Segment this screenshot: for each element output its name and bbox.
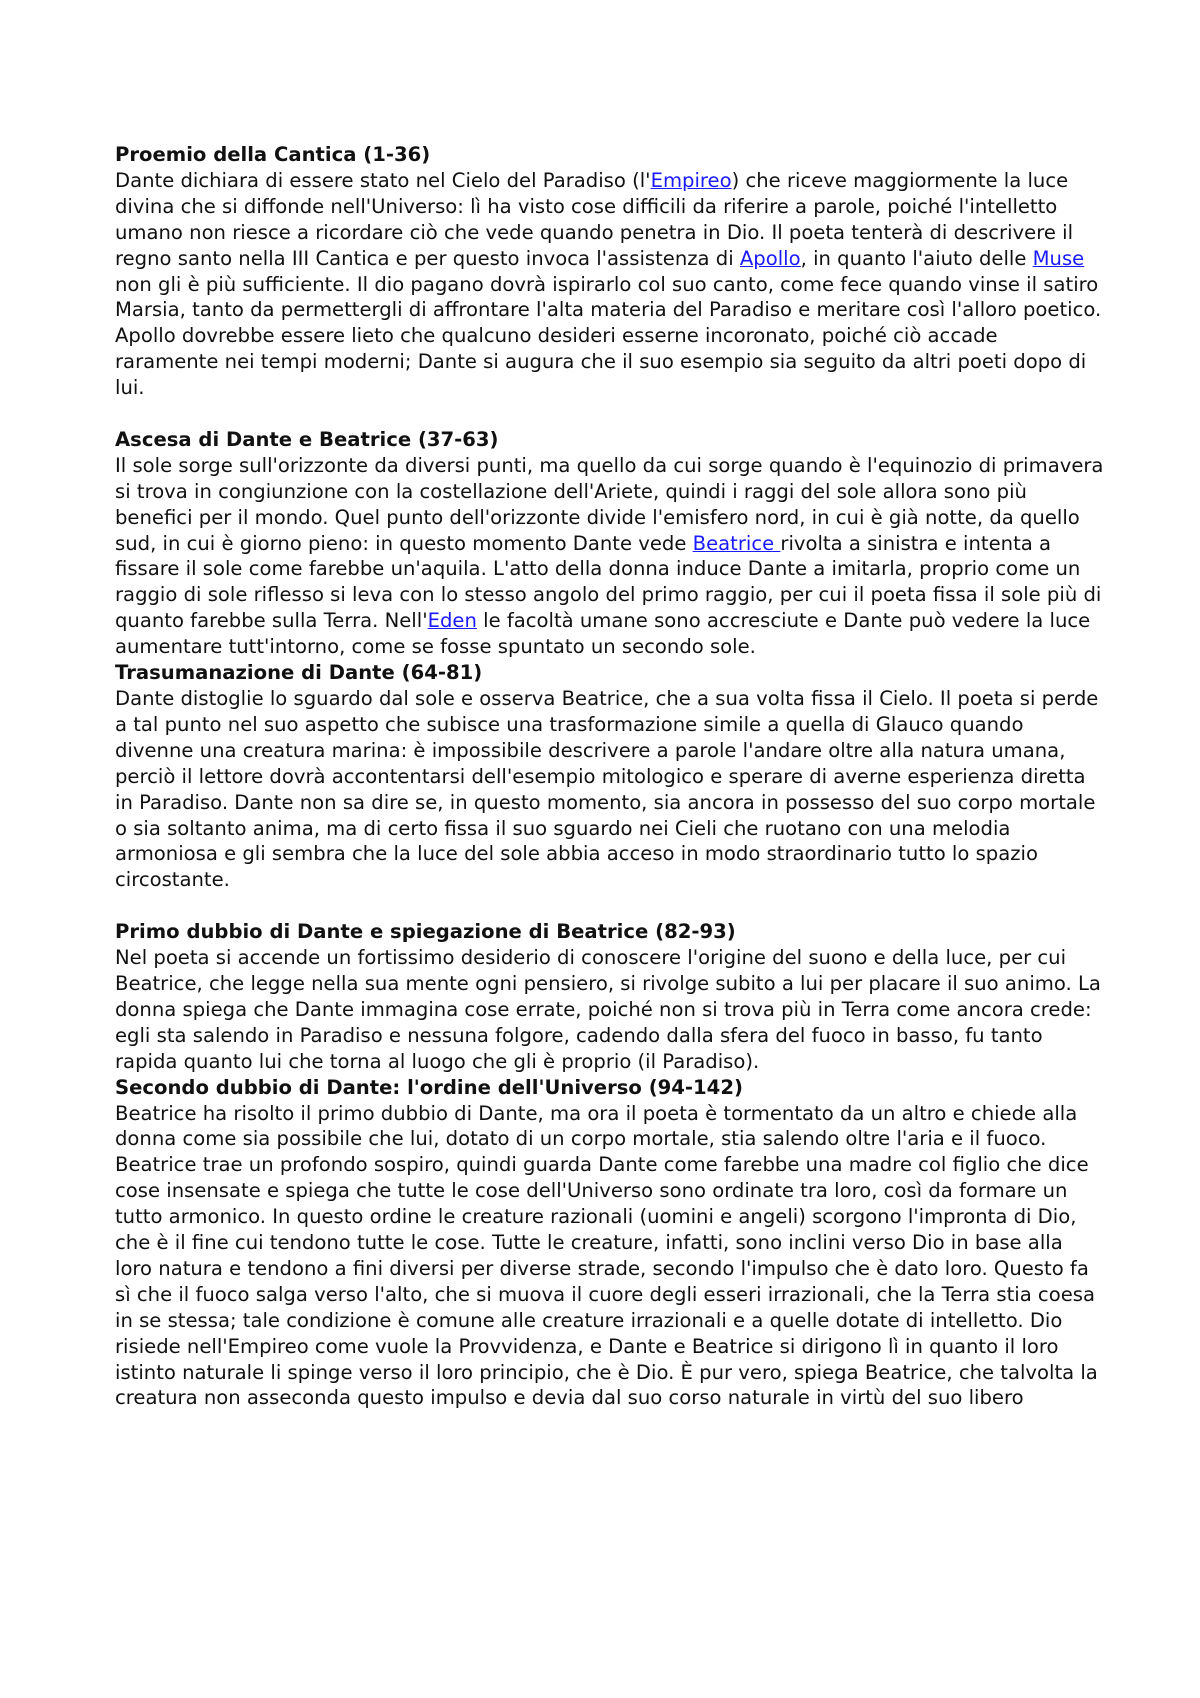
text-segment: le facoltà umane sono accresciute e Dante può vedere la luce aumentare tutt'intorno, come se fosse spuntato un secondo sole. (115, 609, 1091, 659)
section-secondo-dubbio (115, 1075, 1105, 1412)
text-segment: Dante dichiara di essere stato nel Cielo del Paradiso (l' (115, 168, 651, 192)
link-muse[interactable]: Muse (1032, 246, 1085, 270)
link-empireo[interactable]: Empireo (650, 168, 732, 192)
document-page (115, 142, 1105, 1411)
text-segment: Il sole sorge sull'orizzonte da diversi punti, ma quello da cui sorge quando è l'equinozio di primavera si trova in congiunzione con la costellazione dell'Ariete, quindi i raggi del sole allora sono più benefici per il mondo. Quel punto dell'orizzonte divide l'emisfero nord, in cui è già notte, da quello sud, in cui è giorno pieno: in questo momento Dante vede (115, 453, 1104, 555)
text-segment: ) che riceve maggiormente la luce divina che si diffonde nell'Universo: lì ha visto cose difficili da riferire a parole, poiché l'intelletto umano non riesce a ricordare ciò che vede quando penetra in Dio. Il poeta tenterà di descrivere il regno santo nella III Cantica e per questo invoca l'assistenza di (115, 168, 1074, 270)
link-apollo[interactable]: Apollo (739, 246, 801, 270)
link-beatrice[interactable]: Beatrice (692, 531, 781, 555)
text-segment: Beatrice ha risolto il primo dubbio di Dante, ma ora il poeta è tormentato da un altro e chiede alla donna come sia possibile che lui, dotato di un corpo mortale, stia salendo oltre l'aria e il fuoco. Beatrice trae un profondo sospiro, quindi guarda Dante come farebbe una madre col figlio che dice cose insensate e spiega che tutte le cose dell'Universo sono ordinate tra loro, così da formare un tutto armonico. In questo ordine le creature razionali (uomini e angeli) scorgono l'impronta di Dio, che è il fine cui tendono tutte le cose. Tutte le creature, infatti, sono inclini verso Dio in base alla loro natura e tendono a fini diversi per diverse strade, secondo l'impulso che è dato loro. Questo fa sì che il fuoco salga verso l'alto, che si muova il cuore degli esseri irrazionali, che la Terra stia coesa in se stessa; tale condizione è comune alle creature irrazionali e a quelle dotate di intelletto. Dio risiede nell'Empireo come vuole la Provvidenza, e Dante e Beatrice si dirigono lì in quanto il loro istinto naturale li spinge verso il loro principio, che è Dio. È pur vero, spiega Beatrice, che talvolta la creatura non asseconda questo impulso e devia dal suo corso naturale in virtù del suo libero (115, 1101, 1098, 1410)
text-segment: Nel poeta si accende un fortissimo desiderio di conoscere l'origine del suono e della luce, per cui Beatrice, che legge nella sua mente ogni pensiero, si rivolge subito a lui per placare il suo animo. La donna spiega che Dante immagina cose errate, poiché non si trova più in Terra come ancora crede: egli sta salendo in Paradiso e nessuna folgore, cadendo dalla sfera del fuoco in basso, fu tanto rapida quanto lui che torna al luogo che gli è proprio (il Paradiso). (115, 946, 1101, 1073)
section-paragraph (115, 686, 1105, 893)
section-heading: Primo dubbio di Dante e spiegazione di Beatrice (82-93) (115, 920, 736, 944)
section-proemio (115, 142, 1105, 427)
section-heading: Proemio della Cantica (1-36) (115, 143, 431, 166)
text-segment: non gli è più sufficiente. Il dio pagano dovrà ispirarlo col suo canto, come fece quando vinse il satiro Marsia, tanto da permettergli di affrontare l'alta materia del Paradiso e meritare così l'alloro poetico. Apollo dovrebbe essere lieto che qualcuno desideri esserne incoronato, poiché ciò accade raramente nei tempi moderni; Dante si augura che il suo esempio sia seguito da altri poeti dopo di lui. (115, 272, 1102, 400)
text-segment: rivolta a sinistra e intenta a fissare il sole come farebbe un'aquila. L'atto della donna induce Dante a imitarla, proprio come un raggio di sole riflesso si leva con lo stesso angolo del primo raggio, per cui il poeta fissa il sole più di quanto farebbe sulla Terra. Nell' (115, 531, 1102, 633)
section-heading: Secondo dubbio di Dante: l'ordine dell'Universo (94-142) (115, 1075, 743, 1099)
section-primo-dubbio (115, 919, 1105, 1074)
text-segment: , in quanto l'aiuto delle (800, 246, 1033, 270)
section-heading: Trasumanazione di Dante (64-81) (115, 661, 483, 685)
link-eden[interactable]: Eden (427, 609, 477, 633)
section-paragraph (115, 945, 1105, 1075)
section-trasumanazione (115, 660, 1105, 919)
section-paragraph (115, 1101, 1105, 1412)
paragraph-spacer (115, 401, 1105, 427)
section-paragraph (115, 168, 1105, 401)
text-segment: Dante distoglie lo sguardo dal sole e osserva Beatrice, che a sua volta fissa il Cielo. Il poeta si perde a tal punto nel suo aspetto che subisce una trasformazione simile a quella di Glauco quando divenne una creatura marina: è impossibile descrivere a parole l'andare oltre alla natura umana, perciò il lettore dovrà accontentarsi dell'esempio mitologico e sperare di averne esperienza diretta in Paradiso. Dante non sa dire se, in questo momento, sia ancora in possesso del suo corpo mortale o sia soltanto anima, ma di certo fissa il suo sguardo nei Cieli che ruotano con una melodia armoniosa e gli sembra che la luce del sole abbia acceso in modo straordinario tutto lo spazio circostante. (115, 687, 1099, 892)
paragraph-spacer (115, 893, 1105, 919)
section-heading: Ascesa di Dante e Beatrice (37-63) (115, 427, 499, 451)
section-paragraph (115, 453, 1105, 660)
section-ascesa (115, 427, 1105, 660)
